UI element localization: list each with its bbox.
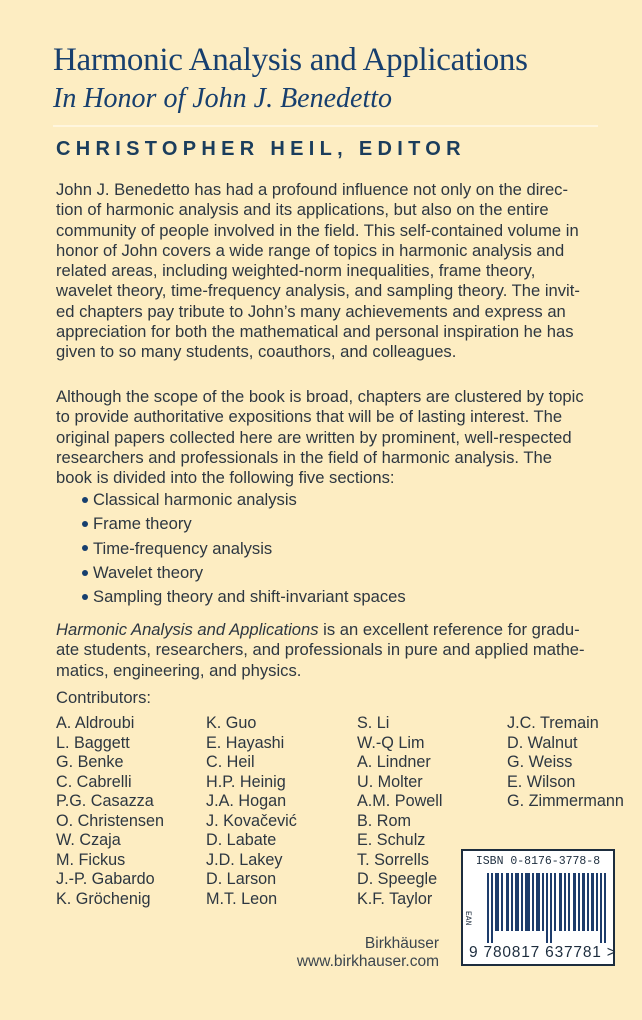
barcode — [461, 849, 615, 966]
editor-name: CHRISTOPHER HEIL, EDITOR — [56, 138, 466, 160]
contributor: M. Fickus — [56, 850, 126, 869]
contributor: K. Guo — [206, 714, 257, 732]
contributor: T. Sorrells — [357, 850, 429, 869]
contributor: C. Cabrelli — [56, 772, 132, 791]
bullet-icon — [82, 497, 88, 503]
contributor: O. Christensen — [56, 811, 164, 830]
contributor: H.P. Heinig — [206, 772, 286, 791]
contributors-label: Contributors: — [56, 688, 151, 707]
contributor: B. Rom — [357, 811, 411, 830]
text-line: Although the scope of the book is broad, chapters are clustered by topic — [56, 387, 584, 406]
contributors-column-2 — [206, 714, 297, 909]
contributor: U. Molter — [357, 772, 423, 791]
list-item: Time-frequency analysis — [82, 539, 406, 563]
cover-subtitle: In Honor of John J. Benedetto — [53, 83, 393, 114]
contributor: P.G. Casazza — [56, 792, 154, 810]
contributor: W. Czaja — [56, 831, 121, 849]
text-line: wavelet theory, time-frequency analysis, and sampling theory. The invit- — [56, 281, 580, 301]
publisher-block — [297, 935, 439, 971]
description-paragraph-1 — [56, 180, 596, 363]
text-line: matics, engineering, and physics. — [56, 660, 302, 680]
contributor: L. Baggett — [56, 733, 130, 752]
text-line: tion of harmonic analysis and its applications, but also on the entire — [56, 200, 549, 220]
isbn-label: ISBN 0-8176-3778-8 — [475, 855, 601, 868]
divider — [53, 125, 598, 127]
contributor: G. Zimmermann — [507, 792, 624, 810]
contributor: J.A. Hogan — [206, 792, 287, 810]
text-line: given to so many students, coauthors, and colleagues. — [56, 342, 457, 362]
book-title-italic: Harmonic Analysis and Applications — [56, 620, 319, 639]
sections-list — [82, 490, 406, 611]
text-line: ed chapters pay tribute to John’s many achievements and express an — [56, 301, 566, 321]
publisher-name: Birkhäuser — [364, 935, 439, 952]
contributor: D. Walnut — [507, 733, 578, 752]
contributor: M.T. Leon — [206, 889, 278, 908]
contributor: G. Benke — [56, 753, 124, 771]
text-line: Harmonic Analysis and Applications is an excellent reference for gradu- — [56, 620, 580, 639]
bullet-icon — [82, 521, 88, 527]
bullet-icon — [82, 545, 88, 551]
text-line: John J. Benedetto has had a profound influence not only on the direc- — [56, 180, 568, 199]
list-item: Sampling theory and shift-invariant spaces — [82, 587, 406, 611]
contributor: E. Schulz — [357, 831, 426, 849]
publisher-website: www.birkhauser.com — [296, 953, 439, 970]
contributor: E. Hayashi — [206, 733, 285, 752]
contributor: W.-Q Lim — [357, 733, 425, 752]
contributor: K.F. Taylor — [357, 889, 433, 908]
description-paragraph-2 — [56, 387, 596, 488]
list-item: Classical harmonic analysis — [82, 490, 406, 514]
cover-title: Harmonic Analysis and Applications — [53, 42, 528, 78]
contributor: A.M. Powell — [357, 792, 443, 810]
text-line: ate students, researchers, and professionals in pure and applied mathe- — [56, 640, 585, 660]
contributors-column-4 — [507, 714, 624, 812]
description-paragraph-3 — [56, 620, 596, 681]
text-line: honor of John covers a wide range of topics in harmonic analysis and — [56, 240, 565, 260]
barcode-bars-icon — [487, 873, 609, 943]
contributor: C. Heil — [206, 753, 255, 771]
contributor: J. Kovačević — [206, 811, 297, 830]
text-line: original papers collected here are written by prominent, well-respected — [56, 427, 572, 447]
contributor: D. Labate — [206, 831, 277, 849]
contributor: D. Larson — [206, 870, 277, 888]
text-line: to provide authoritative expositions that will be of lasting interest. The — [56, 407, 563, 427]
contributor: G. Weiss — [507, 753, 573, 771]
contributors-column-1 — [56, 714, 164, 909]
contributor: K. Gröchenig — [56, 889, 151, 908]
bullet-icon — [82, 594, 88, 600]
text-line: researchers and professionals in the field of harmonic analysis. The — [56, 447, 552, 467]
contributor: E. Wilson — [507, 772, 576, 791]
contributor: S. Li — [357, 714, 390, 732]
text-line: community of people involved in the field. This self-contained volume in — [56, 220, 579, 240]
contributor: A. Aldroubi — [56, 714, 135, 732]
text-line: related areas, including weighted-norm inequalities, frame theory, — [56, 261, 536, 281]
contributor: A. Lindner — [357, 753, 431, 771]
contributor: J.D. Lakey — [206, 850, 283, 869]
ean-digits: 9 780817 637781 > — [469, 944, 617, 961]
list-item: Frame theory — [82, 514, 406, 538]
ean-label: EAN — [463, 911, 472, 926]
list-item: Wavelet theory — [82, 563, 406, 587]
contributor: D. Speegle — [357, 870, 438, 888]
contributor: J.-P. Gabardo — [56, 870, 155, 888]
text-line: book is divided into the following five sections: — [56, 468, 395, 488]
text-line: appreciation for both the mathematical and personal inspiration he has — [56, 322, 574, 342]
contributors-column-3 — [357, 714, 442, 909]
contributor: J.C. Tremain — [507, 714, 599, 732]
bullet-icon — [82, 570, 88, 576]
